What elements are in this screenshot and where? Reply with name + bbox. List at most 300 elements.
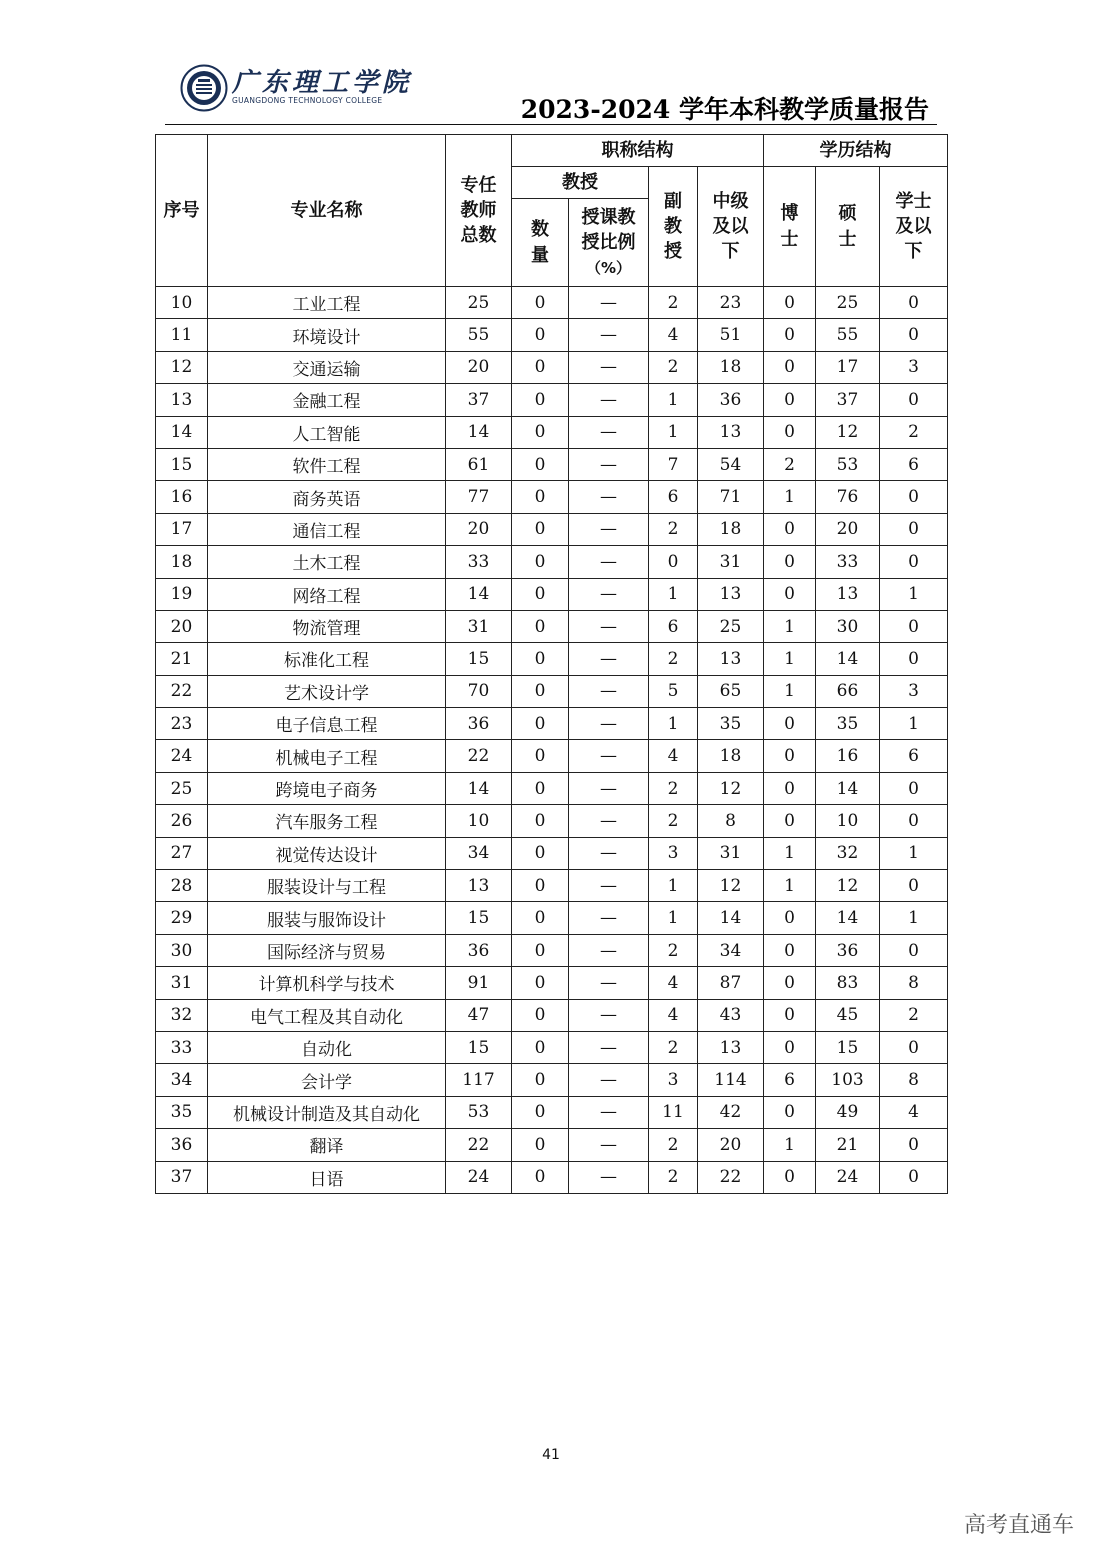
row-mid: 35	[698, 708, 764, 740]
row-bachelor: 0	[880, 1031, 948, 1063]
row-prof-count: 0	[512, 546, 569, 578]
row-prof-ratio: —	[569, 772, 649, 804]
row-assoc: 4	[649, 999, 698, 1031]
row-bachelor: 0	[880, 513, 948, 545]
table-row	[156, 934, 948, 966]
row-prof-ratio: —	[569, 837, 649, 869]
row-phd: 0	[764, 319, 816, 351]
row-bachelor: 6	[880, 448, 948, 480]
row-mid: 87	[698, 967, 764, 999]
row-bachelor: 0	[880, 870, 948, 902]
table-row	[156, 837, 948, 869]
row-total: 34	[446, 837, 512, 869]
row-mid: 36	[698, 384, 764, 416]
row-assoc: 2	[649, 934, 698, 966]
row-mid: 12	[698, 772, 764, 804]
row-assoc: 4	[649, 967, 698, 999]
row-bachelor: 3	[880, 675, 948, 707]
row-prof-count: 0	[512, 870, 569, 902]
row-major: 电子信息工程	[208, 708, 446, 740]
table-row	[156, 578, 948, 610]
row-mid: 43	[698, 999, 764, 1031]
table-row	[156, 448, 948, 480]
row-prof-ratio: —	[569, 416, 649, 448]
row-master: 14	[816, 643, 880, 675]
row-phd: 0	[764, 708, 816, 740]
table-row	[156, 772, 948, 804]
row-major: 会计学	[208, 1064, 446, 1096]
row-prof-ratio: —	[569, 610, 649, 642]
row-prof-ratio: —	[569, 1129, 649, 1161]
row-master: 83	[816, 967, 880, 999]
row-seq: 27	[156, 837, 208, 869]
table-row	[156, 805, 948, 837]
row-total: 37	[446, 384, 512, 416]
row-assoc: 1	[649, 578, 698, 610]
table-row	[156, 870, 948, 902]
row-major: 环境设计	[208, 319, 446, 351]
row-mid: 22	[698, 1161, 764, 1193]
row-major: 工业工程	[208, 287, 446, 319]
table-row	[156, 1096, 948, 1128]
table-row	[156, 1129, 948, 1161]
row-total: 36	[446, 934, 512, 966]
row-prof-ratio: —	[569, 546, 649, 578]
row-master: 24	[816, 1161, 880, 1193]
table-row	[156, 902, 948, 934]
row-total: 77	[446, 481, 512, 513]
row-assoc: 2	[649, 351, 698, 383]
row-total: 22	[446, 740, 512, 772]
row-master: 12	[816, 870, 880, 902]
row-prof-ratio: —	[569, 513, 649, 545]
row-master: 15	[816, 1031, 880, 1063]
row-phd: 1	[764, 837, 816, 869]
row-mid: 114	[698, 1064, 764, 1096]
row-master: 66	[816, 675, 880, 707]
row-major: 跨境电子商务	[208, 772, 446, 804]
row-bachelor: 8	[880, 1064, 948, 1096]
table-row	[156, 967, 948, 999]
row-phd: 1	[764, 870, 816, 902]
row-bachelor: 0	[880, 1161, 948, 1193]
row-prof-ratio: —	[569, 481, 649, 513]
row-prof-count: 0	[512, 967, 569, 999]
row-phd: 0	[764, 287, 816, 319]
row-total: 47	[446, 999, 512, 1031]
row-seq: 29	[156, 902, 208, 934]
row-major: 自动化	[208, 1031, 446, 1063]
row-total: 36	[446, 708, 512, 740]
row-seq: 12	[156, 351, 208, 383]
row-assoc: 4	[649, 740, 698, 772]
row-total: 15	[446, 1031, 512, 1063]
row-bachelor: 0	[880, 384, 948, 416]
row-prof-count: 0	[512, 1064, 569, 1096]
row-seq: 36	[156, 1129, 208, 1161]
row-major: 计算机科学与技术	[208, 967, 446, 999]
row-prof-count: 0	[512, 1096, 569, 1128]
row-seq: 16	[156, 481, 208, 513]
row-major: 艺术设计学	[208, 675, 446, 707]
row-major: 视觉传达设计	[208, 837, 446, 869]
row-prof-count: 0	[512, 578, 569, 610]
header-major: 专业名称	[208, 135, 446, 287]
row-prof-ratio: —	[569, 1064, 649, 1096]
row-phd: 0	[764, 805, 816, 837]
row-phd: 2	[764, 448, 816, 480]
row-seq: 13	[156, 384, 208, 416]
table-row	[156, 1031, 948, 1063]
row-prof-count: 0	[512, 805, 569, 837]
row-phd: 0	[764, 384, 816, 416]
row-total: 14	[446, 416, 512, 448]
row-seq: 33	[156, 1031, 208, 1063]
row-seq: 19	[156, 578, 208, 610]
row-master: 21	[816, 1129, 880, 1161]
row-prof-count: 0	[512, 481, 569, 513]
row-mid: 31	[698, 837, 764, 869]
school-name-en: GUANGDONG TECHNOLOGY COLLEGE	[232, 96, 383, 105]
row-bachelor: 4	[880, 1096, 948, 1128]
header-assoc-professor: 副教授	[649, 167, 698, 287]
row-master: 103	[816, 1064, 880, 1096]
row-master: 45	[816, 999, 880, 1031]
row-phd: 0	[764, 772, 816, 804]
row-mid: 13	[698, 416, 764, 448]
row-mid: 54	[698, 448, 764, 480]
row-bachelor: 0	[880, 319, 948, 351]
row-seq: 31	[156, 967, 208, 999]
row-seq: 11	[156, 319, 208, 351]
row-major: 物流管理	[208, 610, 446, 642]
row-prof-count: 0	[512, 675, 569, 707]
row-bachelor: 6	[880, 740, 948, 772]
row-total: 24	[446, 1161, 512, 1193]
row-master: 55	[816, 319, 880, 351]
row-master: 13	[816, 578, 880, 610]
row-master: 76	[816, 481, 880, 513]
table-row	[156, 740, 948, 772]
row-phd: 0	[764, 967, 816, 999]
row-master: 16	[816, 740, 880, 772]
row-mid: 51	[698, 319, 764, 351]
row-assoc: 5	[649, 675, 698, 707]
row-master: 14	[816, 902, 880, 934]
header-total: 专任教师总数	[446, 135, 512, 287]
table-row	[156, 610, 948, 642]
row-master: 35	[816, 708, 880, 740]
row-phd: 0	[764, 513, 816, 545]
header-phd: 博士	[764, 167, 816, 287]
row-assoc: 3	[649, 837, 698, 869]
row-seq: 37	[156, 1161, 208, 1193]
row-total: 20	[446, 351, 512, 383]
row-phd: 1	[764, 1129, 816, 1161]
row-seq: 34	[156, 1064, 208, 1096]
row-prof-ratio: —	[569, 708, 649, 740]
row-seq: 24	[156, 740, 208, 772]
row-major: 机械设计制造及其自动化	[208, 1096, 446, 1128]
row-assoc: 2	[649, 772, 698, 804]
table-row	[156, 708, 948, 740]
header-edu-structure: 学历结构	[764, 135, 948, 167]
row-phd: 0	[764, 416, 816, 448]
row-prof-count: 0	[512, 416, 569, 448]
row-seq: 23	[156, 708, 208, 740]
row-phd: 0	[764, 1096, 816, 1128]
row-master: 36	[816, 934, 880, 966]
row-seq: 28	[156, 870, 208, 902]
table-row	[156, 1161, 948, 1193]
row-prof-ratio: —	[569, 1161, 649, 1193]
row-prof-ratio: —	[569, 1096, 649, 1128]
row-total: 20	[446, 513, 512, 545]
row-assoc: 3	[649, 1064, 698, 1096]
row-phd: 0	[764, 934, 816, 966]
row-assoc: 2	[649, 1031, 698, 1063]
row-seq: 21	[156, 643, 208, 675]
header-title-structure: 职称结构	[512, 135, 764, 167]
row-assoc: 0	[649, 546, 698, 578]
row-bachelor: 1	[880, 708, 948, 740]
row-mid: 13	[698, 643, 764, 675]
row-bachelor: 1	[880, 902, 948, 934]
row-major: 软件工程	[208, 448, 446, 480]
row-mid: 18	[698, 351, 764, 383]
row-total: 33	[446, 546, 512, 578]
table-row	[156, 643, 948, 675]
row-mid: 20	[698, 1129, 764, 1161]
row-phd: 1	[764, 675, 816, 707]
row-prof-count: 0	[512, 772, 569, 804]
table-row	[156, 416, 948, 448]
row-assoc: 2	[649, 287, 698, 319]
row-mid: 71	[698, 481, 764, 513]
row-major: 服装与服饰设计	[208, 902, 446, 934]
report-title: 2023-2024 学年本科教学质量报告	[520, 95, 929, 124]
row-prof-ratio: —	[569, 287, 649, 319]
row-prof-count: 0	[512, 351, 569, 383]
row-mid: 8	[698, 805, 764, 837]
row-total: 53	[446, 1096, 512, 1128]
row-major: 国际经济与贸易	[208, 934, 446, 966]
row-bachelor: 0	[880, 934, 948, 966]
row-mid: 18	[698, 513, 764, 545]
row-prof-ratio: —	[569, 675, 649, 707]
row-total: 14	[446, 578, 512, 610]
row-master: 20	[816, 513, 880, 545]
row-assoc: 4	[649, 319, 698, 351]
row-seq: 18	[156, 546, 208, 578]
row-phd: 1	[764, 481, 816, 513]
row-seq: 25	[156, 772, 208, 804]
header-divider	[165, 124, 937, 125]
row-bachelor: 2	[880, 416, 948, 448]
row-mid: 31	[698, 546, 764, 578]
row-phd: 1	[764, 643, 816, 675]
row-assoc: 2	[649, 1161, 698, 1193]
header-prof-count: 数量	[512, 199, 569, 287]
row-prof-ratio: —	[569, 643, 649, 675]
row-bachelor: 8	[880, 967, 948, 999]
row-seq: 17	[156, 513, 208, 545]
row-phd: 1	[764, 610, 816, 642]
row-prof-ratio: —	[569, 740, 649, 772]
row-prof-count: 0	[512, 934, 569, 966]
row-major: 电气工程及其自动化	[208, 999, 446, 1031]
row-seq: 22	[156, 675, 208, 707]
row-bachelor: 1	[880, 578, 948, 610]
row-assoc: 2	[649, 805, 698, 837]
row-prof-count: 0	[512, 1161, 569, 1193]
table-row	[156, 481, 948, 513]
row-prof-count: 0	[512, 384, 569, 416]
row-prof-ratio: —	[569, 351, 649, 383]
row-total: 14	[446, 772, 512, 804]
row-prof-count: 0	[512, 319, 569, 351]
row-major: 通信工程	[208, 513, 446, 545]
row-prof-ratio: —	[569, 578, 649, 610]
row-major: 翻译	[208, 1129, 446, 1161]
row-prof-count: 0	[512, 999, 569, 1031]
row-total: 15	[446, 643, 512, 675]
row-phd: 6	[764, 1064, 816, 1096]
header-mid-and-below: 中级及以下	[698, 167, 764, 287]
row-phd: 0	[764, 902, 816, 934]
row-mid: 65	[698, 675, 764, 707]
row-mid: 13	[698, 1031, 764, 1063]
header-bachelor-and-below: 学士及以下	[880, 167, 948, 287]
row-bachelor: 0	[880, 481, 948, 513]
header-master: 硕士	[816, 167, 880, 287]
row-seq: 14	[156, 416, 208, 448]
row-prof-count: 0	[512, 287, 569, 319]
row-master: 10	[816, 805, 880, 837]
row-prof-ratio: —	[569, 384, 649, 416]
table-row	[156, 513, 948, 545]
row-prof-count: 0	[512, 1129, 569, 1161]
row-major: 机械电子工程	[208, 740, 446, 772]
row-prof-ratio: —	[569, 902, 649, 934]
row-prof-ratio: —	[569, 448, 649, 480]
row-master: 12	[816, 416, 880, 448]
row-seq: 20	[156, 610, 208, 642]
row-prof-count: 0	[512, 902, 569, 934]
row-prof-count: 0	[512, 643, 569, 675]
row-assoc: 1	[649, 416, 698, 448]
row-total: 55	[446, 319, 512, 351]
row-total: 25	[446, 287, 512, 319]
table-row	[156, 351, 948, 383]
row-prof-ratio: —	[569, 934, 649, 966]
row-assoc: 1	[649, 902, 698, 934]
row-master: 17	[816, 351, 880, 383]
row-total: 15	[446, 902, 512, 934]
row-mid: 18	[698, 740, 764, 772]
row-phd: 0	[764, 1161, 816, 1193]
row-prof-ratio: —	[569, 805, 649, 837]
row-total: 22	[446, 1129, 512, 1161]
row-assoc: 1	[649, 384, 698, 416]
row-master: 25	[816, 287, 880, 319]
row-phd: 0	[764, 1031, 816, 1063]
row-seq: 15	[156, 448, 208, 480]
row-prof-count: 0	[512, 610, 569, 642]
page-number: 41	[542, 1447, 560, 1463]
row-master: 49	[816, 1096, 880, 1128]
row-mid: 13	[698, 578, 764, 610]
row-seq: 26	[156, 805, 208, 837]
row-mid: 42	[698, 1096, 764, 1128]
row-assoc: 1	[649, 870, 698, 902]
row-mid: 14	[698, 902, 764, 934]
row-mid: 25	[698, 610, 764, 642]
row-bachelor: 0	[880, 805, 948, 837]
row-prof-count: 0	[512, 513, 569, 545]
row-mid: 12	[698, 870, 764, 902]
row-prof-count: 0	[512, 708, 569, 740]
header-prof-ratio: 授课教授比例 （%）	[569, 199, 649, 287]
row-major: 标准化工程	[208, 643, 446, 675]
row-assoc: 2	[649, 1129, 698, 1161]
row-total: 61	[446, 448, 512, 480]
row-prof-ratio: —	[569, 999, 649, 1031]
table-row	[156, 319, 948, 351]
row-bachelor: 1	[880, 837, 948, 869]
row-mid: 34	[698, 934, 764, 966]
header-professor: 教授	[512, 167, 649, 199]
row-seq: 32	[156, 999, 208, 1031]
row-bachelor: 0	[880, 772, 948, 804]
row-master: 37	[816, 384, 880, 416]
header-seq: 序号	[156, 135, 208, 287]
row-prof-count: 0	[512, 1031, 569, 1063]
row-bachelor: 0	[880, 610, 948, 642]
table-row	[156, 546, 948, 578]
row-bachelor: 3	[880, 351, 948, 383]
row-major: 汽车服务工程	[208, 805, 446, 837]
row-prof-count: 0	[512, 740, 569, 772]
row-major: 商务英语	[208, 481, 446, 513]
row-master: 32	[816, 837, 880, 869]
row-prof-count: 0	[512, 837, 569, 869]
row-total: 91	[446, 967, 512, 999]
row-master: 30	[816, 610, 880, 642]
row-bachelor: 0	[880, 1129, 948, 1161]
row-major: 日语	[208, 1161, 446, 1193]
row-seq: 10	[156, 287, 208, 319]
row-major: 金融工程	[208, 384, 446, 416]
row-total: 117	[446, 1064, 512, 1096]
row-major: 服装设计与工程	[208, 870, 446, 902]
table-row	[156, 999, 948, 1031]
row-total: 70	[446, 675, 512, 707]
table-row	[156, 675, 948, 707]
college-logo-icon	[180, 64, 228, 112]
row-assoc: 1	[649, 708, 698, 740]
table-body	[156, 287, 948, 1194]
row-prof-ratio: —	[569, 967, 649, 999]
row-major: 人工智能	[208, 416, 446, 448]
row-total: 31	[446, 610, 512, 642]
watermark-text: 高考直通车	[963, 1513, 1074, 1538]
row-prof-count: 0	[512, 448, 569, 480]
row-assoc: 7	[649, 448, 698, 480]
row-major: 土木工程	[208, 546, 446, 578]
row-bachelor: 0	[880, 546, 948, 578]
row-phd: 0	[764, 578, 816, 610]
